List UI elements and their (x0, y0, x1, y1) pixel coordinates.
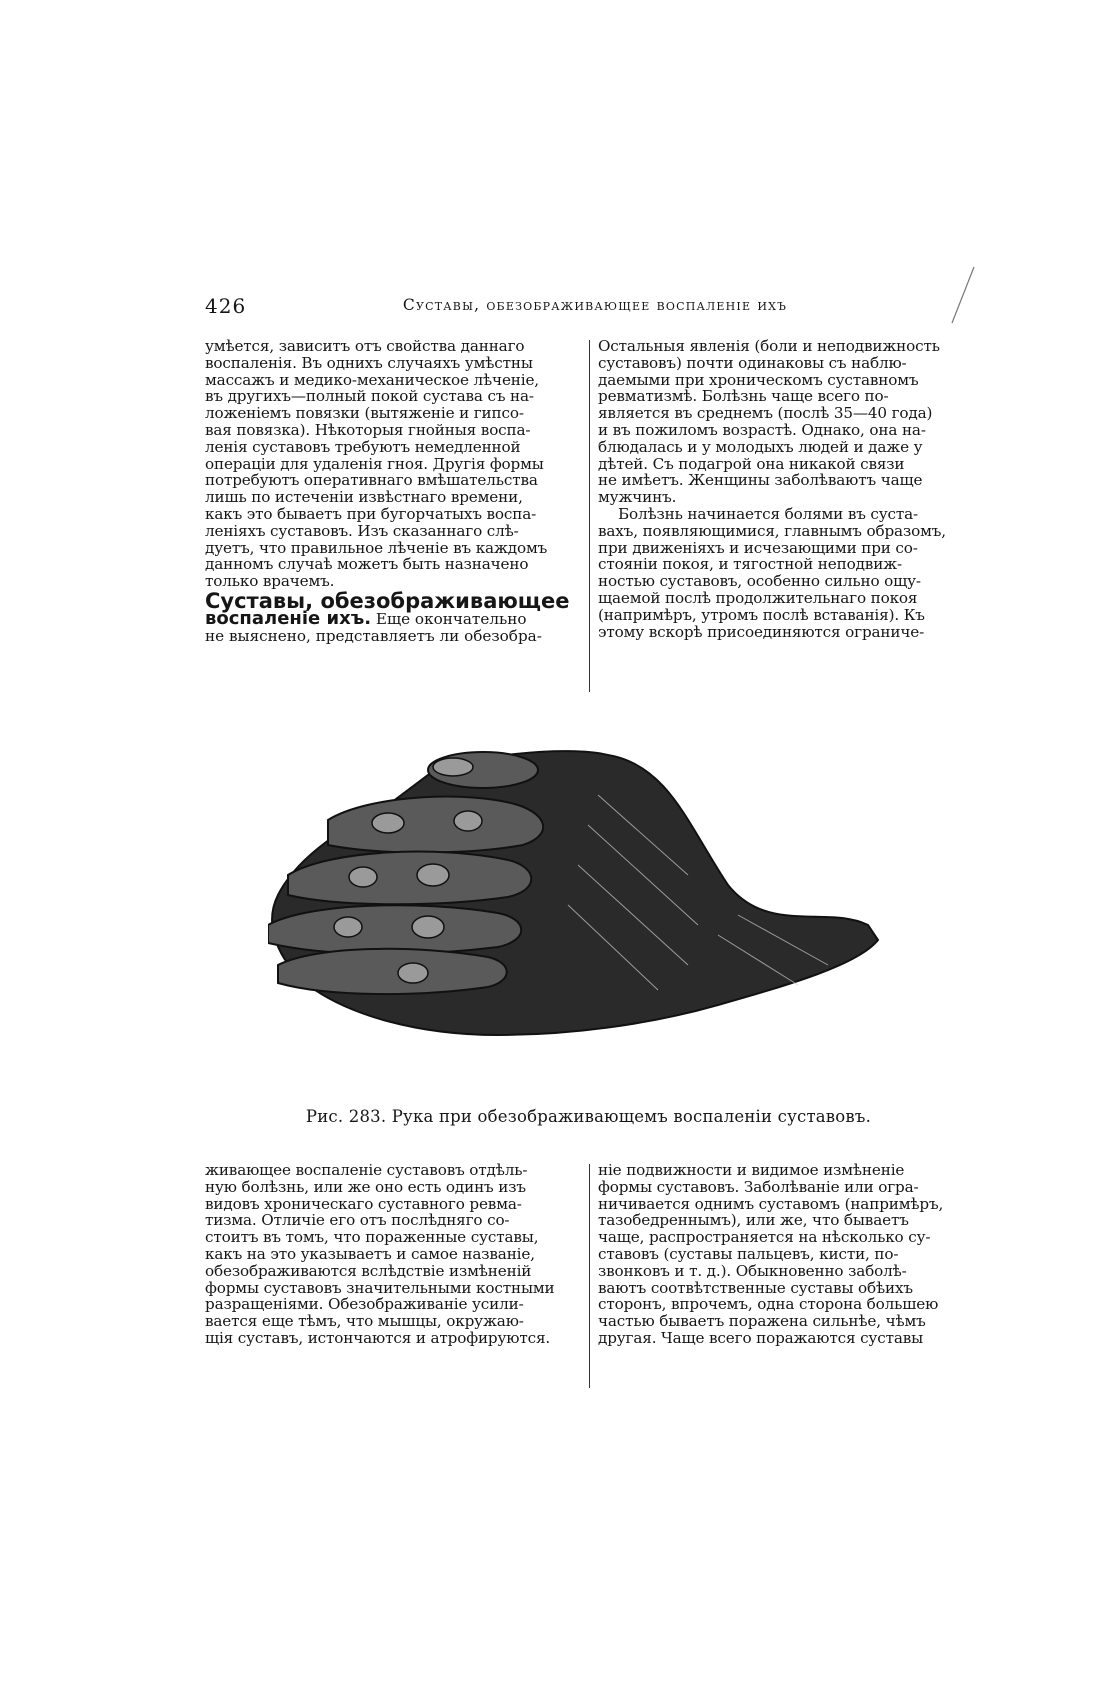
text-paragraph: Болѣзнь начинается болями въ суста- вахъ, появляющимися, главнымъ образомъ, при движеніяхъ и исчезающими при со- стояніи покоя, и тягостной неподвиж- ностью суставовъ, особенно сильно ощу- щаемой послѣ продолжительнаго покоя (напримѣръ, утромъ послѣ вставанія). Къ этому вскорѣ присоединяются ограниче- (598, 504, 946, 641)
section-heading: Суставы, обезображивающее (205, 588, 570, 613)
section-heading-continued: воспаленіе ихъ. (205, 607, 372, 629)
top-right-column (598, 338, 972, 698)
figure-deformed-hand-engraving (268, 735, 908, 1075)
text-paragraph: Остальныя явленія (боли и неподвижность суставовъ) почти одинаковы съ наблю- даемыми при хроническомъ суставномъ ревматизмѣ. Болѣзнь чаще всего по- является въ среднемъ (послѣ 35—40 года) и въ пожиломъ возрастѣ. Однако, она на- блюдалась и у молодыхъ людей и даже у дѣтей. Съ подагрой она никакой связи не имѣетъ. Женщины заболѣваютъ чаще мужчинъ. (598, 337, 940, 507)
top-left-column (205, 338, 580, 698)
figure-caption: Рис. 283. Рука при обезображивающемъ воспаленіи суставовъ. (305, 1107, 872, 1126)
text-paragraph (205, 607, 580, 645)
text-paragraph: ніе подвижности и видимое измѣненіе формы суставовъ. Заболѣваніе или огра- ничивается однимъ суставомъ (напримѣръ, тазобедреннымъ), или же, что бываетъ чаще, распространяется на нѣсколько су- ставовъ (суставы пальцевъ, кисти, по- звонковъ и т. д.). Обыкновенно заболѣ- ваютъ соотвѣтственные суставы обѣихъ сторонъ, впрочемъ, одна сторона большею частью бываетъ поражена сильнѣе, чѣмъ другая. Чаще всего поражаются суставы (598, 1161, 944, 1347)
pencil-mark-icon (948, 265, 978, 327)
bottom-left-column (205, 1162, 580, 1392)
page-header (205, 294, 975, 328)
bottom-right-column (598, 1162, 972, 1392)
text-paragraph: умѣется, зависитъ отъ свойства даннаго воспаленія. Въ однихъ случаяхъ умѣстны массажъ и медико-механическое лѣченіе, въ другихъ—полный покой сустава съ на- ложеніемъ повязки (вытяженіе и гипсо- вая повязка). Нѣкоторыя гнойныя воспа- ленія суставовъ требуютъ немедленной операціи для удаленія гноя. Другія формы потребуютъ оперативнаго вмѣшательства лишь по истеченіи извѣстнаго времени, какъ это бываетъ при бугорчатыхъ воспа- леніяхъ суставовъ. Изъ сказаннаго слѣ- дуетъ, что правильное лѣченіе въ каждомъ данномъ случаѣ можетъ быть назначено только врачемъ. (205, 337, 548, 591)
column-divider (589, 1164, 590, 1388)
text-paragraph: живающее воспаленіе суставовъ отдѣль- ную болѣзнь, или же оно есть одинъ изъ видовъ хроническаго суставного ревма- тизма. Отличіе его отъ послѣдняго со- стоитъ въ томъ, что пораженные суставы, какъ на это указываетъ и самое названіе, обезображиваются вслѣдствіе измѣненій формы суставовъ значительными костными разращеніями. Обезображиваніе усили- вается еще тѣмъ, что мышцы, окружаю- щія суставъ, истончаются и атрофируются. (205, 1161, 555, 1347)
section-intro-text: Еще окончательно не выяснено, представляетъ ли обезобра- (205, 609, 542, 645)
page-number: 426 (205, 294, 247, 318)
column-divider (589, 340, 590, 692)
running-title: Суставы, обезображивающее воспаленіе ихъ (402, 296, 788, 314)
